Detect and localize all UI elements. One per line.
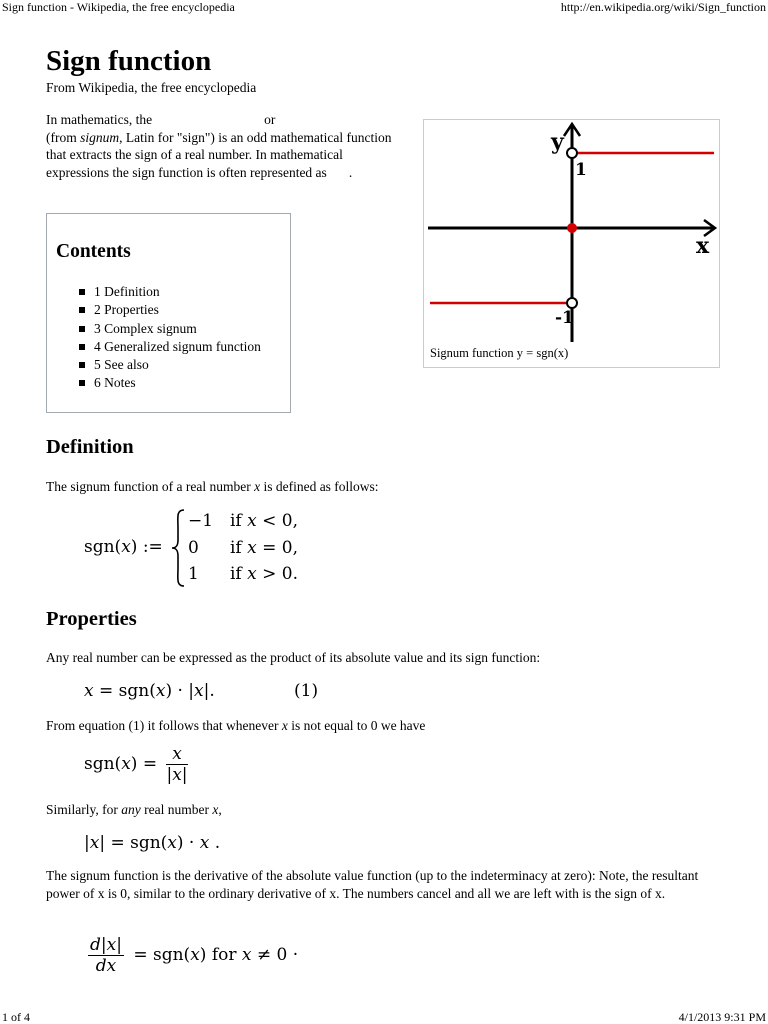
properties-paragraph-1: Any real number can be expressed as the product of its absolute value and its sign function:: [46, 650, 541, 665]
case-3-value: 1: [188, 564, 199, 584]
case-1-value: −1: [188, 511, 214, 531]
figure-caption: Signum function y = sgn(x): [430, 346, 569, 360]
tick-label-minus-1: -1: [555, 308, 574, 328]
y-axis-label: y: [551, 129, 564, 155]
page-title: Sign function: [46, 45, 212, 77]
toc-list: [79, 283, 261, 393]
print-header-url[interactable]: http://en.wikipedia.org/wiki/Sign_function: [560, 0, 766, 14]
equation-2-fraction: $\frac{x}{|x|}$: [166, 744, 188, 785]
definition-text: The signum function of a real number x is defined as follows:: [46, 479, 379, 494]
equation-2: sgn(x) = $\frac{x}{|x|}$: [84, 744, 188, 785]
signum-figure: [423, 119, 720, 368]
print-header-title: Sign function - Wikipedia, the free encyclopedia: [2, 0, 235, 14]
properties-paragraph-2: From equation (1) it follows that whenever x is not equal to 0 we have: [46, 718, 426, 733]
toc-item-see-also[interactable]: 5 See also: [79, 356, 261, 374]
toc-item-definition[interactable]: 1 Definition: [79, 283, 261, 301]
tick-label-1: 1: [575, 160, 587, 180]
heading-properties: Properties: [46, 608, 137, 630]
toc-item-generalized-signum[interactable]: 4 Generalized signum function: [79, 338, 261, 356]
intro-paragraph: In mathematics, the or (from signum, Latin for "sign") is an odd mathematical function that extracts the sign of a real number. In mathematical expressions the sign function is often represented as .: [46, 112, 392, 180]
equation-4: $\frac{d|x|}{dx}$ = sgn(x) for x ≠ 0 ·: [90, 935, 299, 976]
print-footer-datetime: 4/1/2013 9:31 PM: [678, 1010, 766, 1024]
case-3-condition: if x > 0.: [230, 564, 299, 584]
equation-3: |x| = sgn(x) · x .: [84, 833, 221, 853]
heading-definition: Definition: [46, 436, 134, 458]
table-of-contents: [46, 213, 291, 413]
properties-paragraph-3: Similarly, for any real number x,: [46, 802, 222, 817]
print-footer-page: 1 of 4: [2, 1010, 30, 1024]
case-2-condition: if x = 0,: [230, 538, 299, 558]
case-2-value: 0: [188, 538, 199, 558]
page-subtitle: From Wikipedia, the free encyclopedia: [46, 80, 257, 95]
equation-1-number: (1): [294, 681, 319, 701]
x-axis-label: x: [696, 233, 710, 259]
open-circle-positive: [567, 148, 577, 158]
signum-graph[interactable]: [424, 120, 719, 342]
toc-item-complex-signum[interactable]: 3 Complex signum: [79, 320, 261, 338]
open-circle-negative: [567, 298, 577, 308]
equation-1: x = sgn(x) · |x|.: [84, 681, 215, 701]
properties-paragraph-4: The signum function is the derivative of the absolute value function (up to the indeterminacy at zero): Note, the resultant power of x is 0, similar to the ordinary derivative of x. The numbers cancel and all we are left with is the sign of x.: [46, 868, 699, 901]
left-brace: [170, 508, 186, 588]
case-1-condition: if x < 0,: [230, 511, 299, 531]
toc-item-properties[interactable]: 2 Properties: [79, 301, 261, 319]
toc-item-notes[interactable]: 6 Notes: [79, 374, 261, 392]
definition-equation: sgn(x) := −1 if x < 0, 0 if x = 0, 1 if x > 0.: [84, 508, 344, 588]
series-zero-point: [567, 223, 577, 233]
equation-4-fraction: $\frac{d|x|}{dx}$: [90, 935, 122, 976]
toc-title: Contents: [56, 241, 131, 262]
